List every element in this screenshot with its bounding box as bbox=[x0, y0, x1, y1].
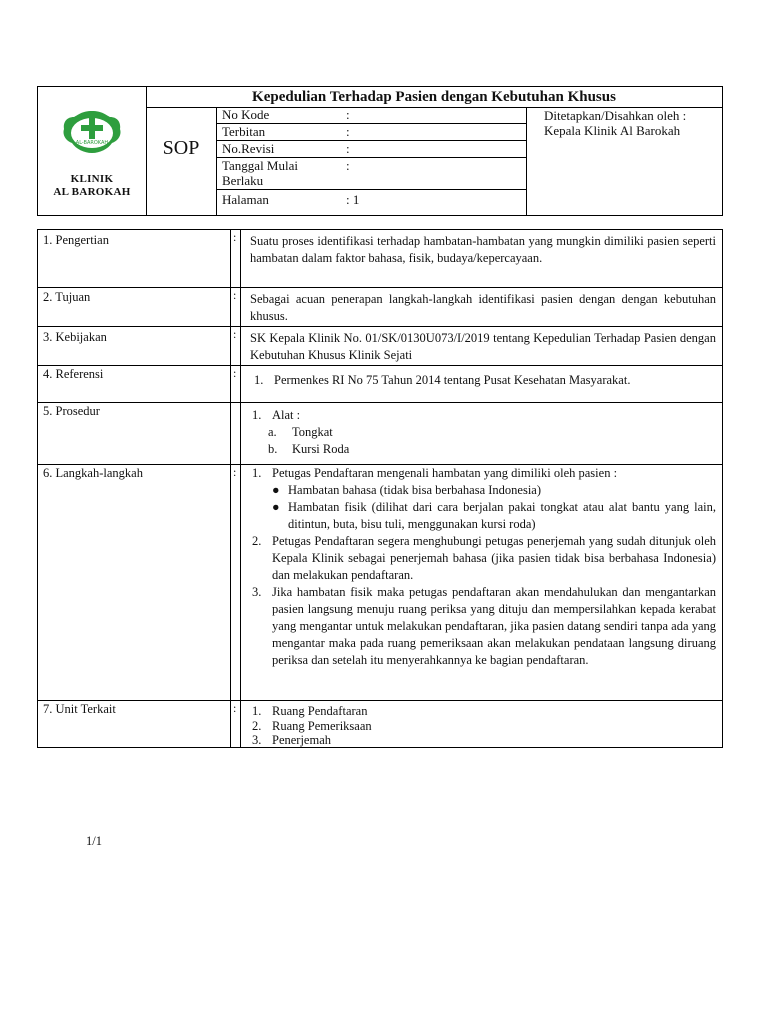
section-prosedur bbox=[37, 402, 723, 465]
clinic-name-line1: KLINIK bbox=[70, 173, 114, 185]
section-tujuan: 2. Tujuan : Sebagai acuan penerapan langkah-langkah identifikasi pasien dengan dengan kebutuhan khusus. bbox=[37, 287, 723, 327]
field-row: Terbitan : bbox=[216, 124, 526, 141]
section-label: 5. Prosedur bbox=[43, 404, 100, 418]
section-text: 1. Alat : a. Tongkat b. Kursi Roda bbox=[252, 408, 350, 456]
section-text: 1. Petugas Pendaftaran mengenali hambatan yang dimiliki oleh pasien : ● Hambatan bahasa (tidak bisa berbahasa Indonesia) ● Hambatan fisik (dilihat dari cara berjalan pakai tongkat atau alat bantu yang lain, ditintun, buta, bisu tuli, menggunakan kursi roda) 2. Petugas Pendaftaran segera menghubungi petugas penerjemah yang sudah ditunjuk oleh Kepala Klinik sebagai penerjemah bahasa (jika pasien tidak bisa berbahasa Indonesia) dan melakukan pendaftaran. 3. Jika hambatan fisik maka petugas pendaftaran akan mendahulukan dan mengantarkan pasien langsung menuju ruang periksa yang dituju dan mempersilahkan kepada kerabat yang mengantar untuk melakukan pendaftaran, jika pasien datang sendiri tanpa ada yang mengantar maka pada ruang pemeriksaan akan melakukan pendataan langsung diruang periksa dan setelah itu menyerahkannya ke bagian pendaftaran. bbox=[252, 466, 716, 667]
section-label: 4. Referensi bbox=[43, 367, 104, 381]
approved-label: Ditetapkan/Disahkan oleh : bbox=[544, 108, 687, 123]
clinic-logo bbox=[62, 109, 122, 155]
section-text: 1. Ruang Pendaftaran 2. Ruang Pemeriksaan 3. Penerjemah bbox=[252, 704, 372, 747]
clinic-name-line2: AL BAROKAH bbox=[53, 186, 131, 198]
field-row: No.Revisi : bbox=[216, 141, 526, 158]
field-row: No Kode : bbox=[216, 107, 526, 124]
page-number: 1/1 bbox=[86, 834, 102, 848]
document-fields bbox=[216, 107, 527, 215]
sop-label: SOP bbox=[162, 137, 200, 159]
field-row: Halaman : 1 bbox=[222, 192, 360, 207]
section-pengertian: 1. Pengertian : Suatu proses identifikasi terhadap hambatan-hambatan yang mungkin dimiliki pasien seperti hambatan dalam faktor bahasa, fisik, budaya/kepercayaan. bbox=[37, 229, 723, 288]
sop-cell bbox=[146, 107, 217, 215]
section-unit-terkait: 7. Unit Terkait : 1. Ruang Pendaftaran 2. Ruang Pemeriksaan 3. Penerjemah bbox=[37, 700, 723, 748]
section-langkah: 6. Langkah-langkah : 1. Petugas Pendaftaran mengenali hambatan yang dimiliki oleh pasien : ● Hambatan bahasa (tidak bisa berbahasa Indonesia) ● Hambatan fisik (dilihat dari cara berjalan pakai tongkat atau alat bantu yang lain, ditintun, buta, bisu tuli, menggunakan kursi roda) 2. Petugas Pendaftaran segera menghubungi petugas penerjemah yang sudah ditunjuk oleh Kepala Klinik sebagai penerjemah bahasa (jika pasien tidak bisa berbahasa Indonesia) dan melakukan pendaftaran. 3. Jika hambatan fisik maka petugas pendaftaran akan mendahulukan dan mengantarkan pasien langsung menuju ruang periksa yang dituju dan mempersilahkan kepada kerabat yang mengantar untuk melakukan pendaftaran, jika pasien datang sendiri tanpa ada yang mengantar maka pada ruang pemeriksaan akan melakukan pendataan langsung diruang periksa dan setelah itu menyerahkannya ke bagian pendaftaran. bbox=[37, 464, 723, 701]
approval-block bbox=[544, 108, 686, 138]
field-row: Tanggal Mulai Berlaku : bbox=[216, 158, 526, 190]
section-label: 6. Langkah-langkah bbox=[43, 466, 143, 480]
section-text: SK Kepala Klinik No. 01/SK/0130U073/I/2019 tentang Kepedulian Terhadap Pasien dengan Kebutuhan Khusus Klinik Sejati bbox=[250, 331, 716, 362]
section-text: 1. Permenkes RI No 75 Tahun 2014 tentang Pusat Kesehatan Masyarakat. bbox=[254, 373, 631, 387]
section-label: 1. Pengertian bbox=[43, 233, 109, 247]
section-kebijakan: 3. Kebijakan : SK Kepala Klinik No. 01/SK/0130U073/I/2019 tentang Kepedulian Terhadap Pasien dengan Kebutuhan Khusus Klinik Sejati bbox=[37, 326, 723, 366]
list-item: ● Hambatan fisik (dilihat dari cara berjalan pakai tongkat atau alat bantu yang lain, ditintun, buta, bisu tuli, menggunakan kursi roda) bbox=[272, 500, 716, 531]
logo-cell bbox=[38, 87, 147, 215]
section-label: 2. Tujuan bbox=[43, 290, 91, 304]
section-label: 3. Kebijakan bbox=[43, 330, 107, 344]
document-title: Kepedulian Terhadap Pasien dengan Kebutuhan Khusus bbox=[146, 87, 722, 108]
section-text: Sebagai acuan penerapan langkah-langkah identifikasi pasien dengan dengan kebutuhan khusus. bbox=[250, 292, 716, 323]
approved-by: Kepala Klinik Al Barokah bbox=[544, 123, 681, 138]
section-label: 7. Unit Terkait bbox=[43, 702, 116, 716]
section-referensi: 4. Referensi : 1. Permenkes RI No 75 Tahun 2014 tentang Pusat Kesehatan Masyarakat. bbox=[37, 365, 723, 403]
sop-header bbox=[37, 86, 723, 216]
logo-text: AL-BAROKAH bbox=[75, 140, 109, 146]
list-item: ● Hambatan bahasa (tidak bisa berbahasa Indonesia) bbox=[272, 483, 542, 497]
section-text: Suatu proses identifikasi terhadap hambatan-hambatan yang mungkin dimiliki pasien seperti hambatan dalam faktor bahasa, fisik, budaya/kepercayaan. bbox=[250, 234, 716, 265]
